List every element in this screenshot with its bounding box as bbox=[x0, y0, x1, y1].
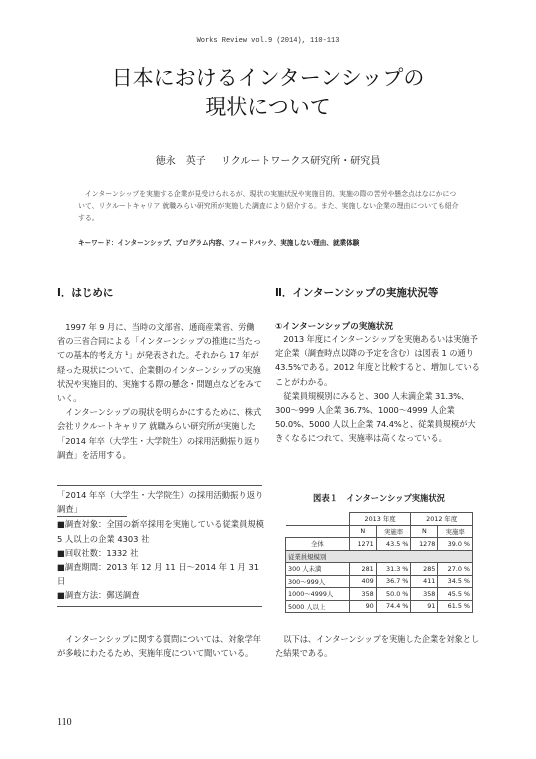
col-n-2012: N bbox=[411, 525, 438, 538]
survey-method: ■調査方法：郵送調査 bbox=[57, 590, 140, 601]
table-row bbox=[286, 588, 473, 601]
survey-target: ■調査対象：全国の新卒採用を実施している従業員規模 5 人以上の企業 4303 社 bbox=[57, 519, 264, 544]
table-row bbox=[286, 563, 473, 576]
divider bbox=[57, 606, 262, 607]
left-bottom-para: インターンシップに関する質問については、対象学年が多岐にわたるため、実施年度について聞いている。 bbox=[57, 634, 261, 659]
cell-n-2012: 411 bbox=[411, 575, 438, 588]
row-label: 300～999人 bbox=[286, 575, 350, 588]
section-1-para-2: インターンシップの現状を明らかにするために、株式会社リクルートキャリア 就職みらい研究所が実施した「2014 年卒（大学生・大学院生）の採用活動振り返り調査」を活用する。 bbox=[57, 407, 262, 460]
cell-rate-2013: 36.7 % bbox=[376, 575, 411, 588]
title-line-1: 日本におけるインターンシップの bbox=[111, 66, 425, 90]
cell-n-2012: 285 bbox=[411, 563, 438, 576]
cell-rate-2012: 34.5 % bbox=[438, 575, 473, 588]
cell-n-2013: 1271 bbox=[349, 538, 376, 551]
author-name: 徳永 英子 bbox=[155, 156, 206, 167]
cell-n-2013: 358 bbox=[349, 588, 376, 601]
divider bbox=[57, 485, 262, 486]
row-label: 300 人未満 bbox=[286, 563, 350, 576]
page-number: 110 bbox=[57, 717, 72, 728]
section-2-subheading: ①インターンシップの実施状況 bbox=[275, 322, 394, 332]
cell-rate-2012: 39.0 % bbox=[438, 538, 473, 551]
table-row bbox=[286, 600, 473, 613]
section-2-heading: Ⅱ．インターンシップの実施状況等 bbox=[275, 287, 439, 299]
abstract: インターンシップを実施する企業が見受けられるが、現状の実施状況や実施目的、実施の際の苦労や懸念点はなにかについて、リクルートキャリア 就職みらい研究所が実施した調査により紹介する。また、実施しない企業の理由についても紹介する。 bbox=[78, 190, 459, 222]
right-bottom bbox=[275, 632, 483, 660]
col-2013: 2013 年度 bbox=[349, 513, 411, 526]
section-1 bbox=[57, 285, 262, 462]
cell-n-2012: 91 bbox=[411, 600, 438, 613]
survey-count: ■回収社数：1332 社 bbox=[57, 547, 139, 558]
row-label: 全体 bbox=[286, 538, 350, 551]
row-label: 1000～4999人 bbox=[286, 588, 350, 601]
table-header-row bbox=[286, 513, 473, 526]
col-rate-2012: 実施率 bbox=[438, 525, 473, 538]
section-1-para-1: 1997 年 9 月に、当時の文部省、通商産業省、労働省の三省合同による「インターンシップの推進に当たっての基本的考え方 ¹」が発表された。それから 17 年が経った現状について、企業側のインターンシップの実施状況や実施目的、実施する際の懸念・問題点などをみていく。 bbox=[57, 322, 262, 404]
col-2012: 2012 年度 bbox=[411, 513, 473, 526]
col-rate-2013: 実施率 bbox=[376, 525, 411, 538]
author-line bbox=[0, 152, 536, 167]
section-2 bbox=[275, 285, 483, 446]
keywords: キーワード：インターンシップ、プログラム内容、フィードバック、実施しない理由、就業体験 bbox=[78, 239, 360, 247]
col-n-2013: N bbox=[349, 525, 376, 538]
cell-rate-2013: 31.3 % bbox=[376, 563, 411, 576]
cell-n-2012: 358 bbox=[411, 588, 438, 601]
cell-n-2012: 1278 bbox=[411, 538, 438, 551]
cell-rate-2012: 45.5 % bbox=[438, 588, 473, 601]
cell-rate-2012: 27.0 % bbox=[438, 563, 473, 576]
author-affiliation: リクルートワークス研究所・研究員 bbox=[220, 156, 381, 167]
table-group-row bbox=[286, 550, 473, 563]
cell-rate-2013: 74.4 % bbox=[376, 600, 411, 613]
section-2-para-2: 従業員規模別にみると、300 人未満企業 31.3%、300～999 人企業 36.7%、1000～4999 人企業 50.0%、5000 人以上企業 74.4%と、従業員規模が大きくなるにつれて、実施率は高くなっている。 bbox=[275, 390, 476, 444]
right-bottom-para: 以下は、インターンシップを実施した企業を対象とした結果である。 bbox=[275, 634, 480, 659]
section-1-heading: Ⅰ．はじめに bbox=[57, 287, 114, 299]
title-line-2: 現状について bbox=[205, 95, 331, 119]
article-title bbox=[0, 64, 536, 122]
table-corner bbox=[286, 525, 350, 538]
table-row bbox=[286, 538, 473, 551]
table-subheader-row bbox=[286, 525, 473, 538]
cell-n-2013: 281 bbox=[349, 563, 376, 576]
left-bottom bbox=[57, 632, 262, 660]
table-row bbox=[286, 575, 473, 588]
group-label: 従業員規模別 bbox=[286, 550, 473, 563]
table-1 bbox=[285, 512, 473, 613]
table-corner bbox=[286, 513, 350, 526]
row-label: 5000 人以上 bbox=[286, 600, 350, 613]
cell-n-2013: 409 bbox=[349, 575, 376, 588]
table-1-title: 図表１ インターンシップ実施状況 bbox=[313, 493, 445, 503]
survey-box bbox=[57, 485, 267, 607]
cell-n-2013: 90 bbox=[349, 600, 376, 613]
survey-title: 「2014 年卒（大学生・大学院生）の採用活動振り返り調査」 bbox=[57, 490, 264, 515]
cell-rate-2012: 61.5 % bbox=[438, 600, 473, 613]
survey-period: ■調査期間：2013 年 12 月 11 日～2014 年 1 月 31 日 bbox=[57, 562, 260, 587]
cell-rate-2013: 50.0 % bbox=[376, 588, 411, 601]
section-2-para-1: 2013 年度にインターンシップを実施あるいは実施予定企業（調査時点以降の予定を含む）は図表 1 の通り 43.5%である。2012 年度と比較すると、増加していることがわかる。 bbox=[275, 334, 480, 387]
journal-reference: Works Review vol.9 (2014), 110-113 bbox=[196, 37, 340, 45]
cell-rate-2013: 43.5 % bbox=[376, 538, 411, 551]
